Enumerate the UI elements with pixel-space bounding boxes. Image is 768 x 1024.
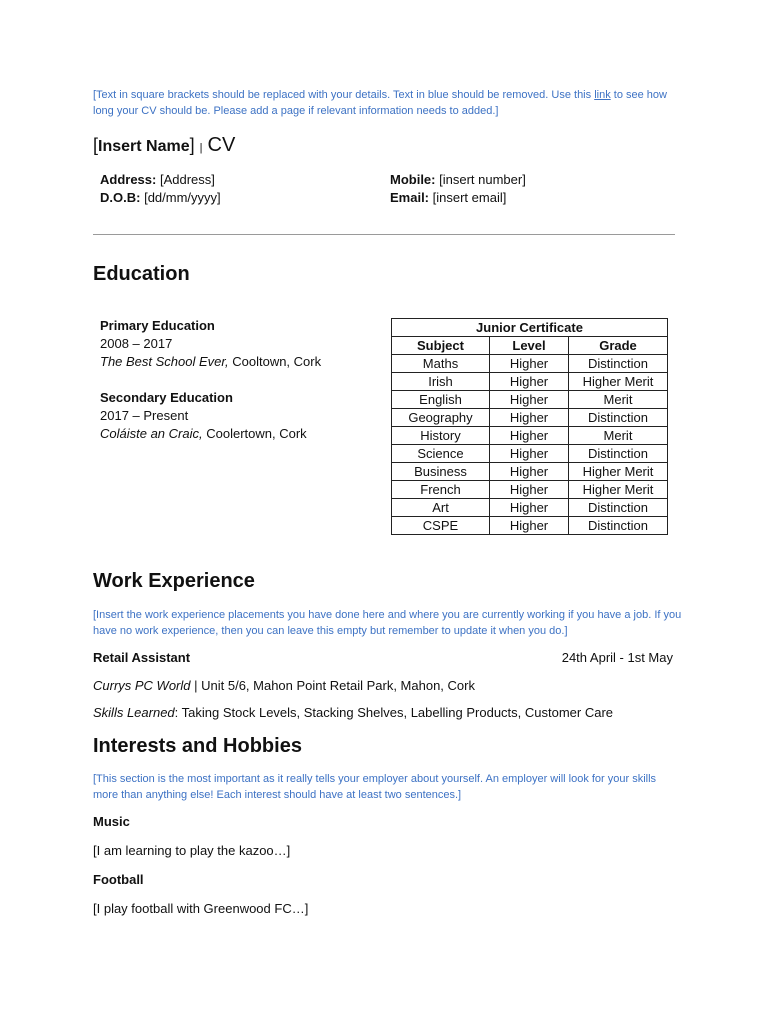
cell-grade: Higher Merit	[569, 481, 668, 499]
col-header-grade: Grade	[569, 337, 668, 355]
table-row	[392, 409, 668, 427]
secondary-title: Secondary Education	[100, 390, 233, 405]
interest-title-music: Music	[93, 814, 130, 829]
cell-level: Higher	[490, 517, 569, 535]
cell-level: Higher	[490, 373, 569, 391]
skills-label: Skills Learned	[93, 705, 175, 720]
instruction-note	[93, 87, 683, 119]
interest-title-football: Football	[93, 872, 144, 887]
secondary-school-line	[100, 425, 307, 443]
work-company: Currys PC World	[93, 678, 191, 693]
secondary-location: Coolertown, Cork	[202, 426, 307, 441]
table-row	[392, 427, 668, 445]
cell-subject: Irish	[392, 373, 490, 391]
cell-subject: Science	[392, 445, 490, 463]
cell-subject: English	[392, 391, 490, 409]
table-row	[392, 517, 668, 535]
cell-level: Higher	[490, 409, 569, 427]
cell-grade: Distinction	[569, 409, 668, 427]
candidate-name: Insert Name	[98, 138, 190, 155]
work-note: [Insert the work experience placements you have done here and where you are currently working if you have a job. If you have no work experience, then you can leave this empty but remember to update it when you do.]	[93, 609, 682, 637]
secondary-years: 2017 – Present	[100, 408, 189, 423]
cell-grade: Higher Merit	[569, 463, 668, 481]
cell-level: Higher	[490, 499, 569, 517]
interests-heading: Interests and Hobbies	[93, 735, 302, 757]
cell-subject: Geography	[392, 409, 490, 427]
address-label: Address:	[100, 172, 157, 187]
note-text-1: [Text in square brackets should be replaced with your details. Text in blue should be removed. Use this	[93, 89, 595, 101]
col-header-subject: Subject	[392, 337, 490, 355]
col-header-level: Level	[490, 337, 569, 355]
email-line	[390, 189, 526, 207]
email-label: Email:	[390, 190, 430, 205]
cell-grade: Distinction	[569, 355, 668, 373]
primary-title: Primary Education	[100, 318, 215, 333]
cell-subject: Art	[392, 499, 490, 517]
cell-subject: Business	[392, 463, 490, 481]
cell-level: Higher	[490, 463, 569, 481]
cell-subject: History	[392, 427, 490, 445]
cell-grade: Merit	[569, 391, 668, 409]
work-dates: 24th April - 1st May	[561, 650, 673, 665]
table-body	[392, 355, 668, 535]
cell-level: Higher	[490, 445, 569, 463]
primary-education	[100, 317, 321, 371]
mobile-label: Mobile:	[390, 172, 436, 187]
cell-level: Higher	[490, 427, 569, 445]
note-text-2: to see how long your CV should be. Please add a page if relevant information needs to added.]	[93, 89, 667, 117]
cell-subject: CSPE	[392, 517, 490, 535]
work-role: Retail Assistant	[93, 650, 191, 665]
skills-list: : Taking Stock Levels, Stacking Shelves, Labelling Products, Customer Care	[174, 705, 614, 720]
cv-length-link[interactable]: link	[594, 89, 611, 101]
name-open-bracket: [	[93, 135, 99, 155]
interest-text-music: [I am learning to play the kazoo…]	[93, 843, 291, 858]
table-title-row	[392, 319, 668, 337]
email-value: [insert email]	[432, 190, 507, 205]
work-company-address: | Unit 5/6, Mahon Point Retail Park, Mahon, Cork	[190, 678, 475, 693]
cell-grade: Higher Merit	[569, 373, 668, 391]
primary-location: Cooltown, Cork	[228, 354, 322, 369]
name-close-bracket: ]	[189, 135, 195, 155]
table-row	[392, 481, 668, 499]
table-row	[392, 355, 668, 373]
junior-cert-table	[391, 318, 668, 535]
work-heading: Work Experience	[93, 570, 255, 592]
cell-subject: French	[392, 481, 490, 499]
primary-school: The Best School Ever,	[100, 354, 229, 369]
secondary-education	[100, 389, 307, 443]
cell-grade: Merit	[569, 427, 668, 445]
header-divider	[93, 234, 675, 235]
primary-years: 2008 – 2017	[100, 336, 173, 351]
table-row	[392, 391, 668, 409]
cv-title	[93, 133, 235, 160]
contact-left	[100, 171, 221, 207]
dob-label: D.O.B:	[100, 190, 141, 205]
education-heading: Education	[93, 263, 190, 285]
secondary-school: Coláiste an Craic,	[100, 426, 203, 441]
title-separator: |	[199, 142, 203, 154]
cell-level: Higher	[490, 355, 569, 373]
cell-grade: Distinction	[569, 499, 668, 517]
contact-right	[390, 171, 526, 207]
mobile-value: [insert number]	[439, 172, 526, 187]
address-line	[100, 171, 221, 189]
table-row	[392, 499, 668, 517]
cell-grade: Distinction	[569, 517, 668, 535]
table-row	[392, 373, 668, 391]
cell-grade: Distinction	[569, 445, 668, 463]
table-title: Junior Certificate	[392, 319, 668, 337]
table-header-row	[392, 337, 668, 355]
interests-note: [This section is the most important as it really tells your employer about yourself. An employer will look for your skills more than anything else! Each interest should have at least two sentences.]	[93, 773, 657, 801]
address-value: [Address]	[159, 172, 215, 187]
primary-school-line	[100, 353, 321, 371]
table-row	[392, 445, 668, 463]
dob-line	[100, 189, 221, 207]
cell-level: Higher	[490, 391, 569, 409]
cell-level: Higher	[490, 481, 569, 499]
cv-label: CV	[207, 134, 236, 156]
work-skills-line	[93, 704, 613, 722]
cell-subject: Maths	[392, 355, 490, 373]
table-row	[392, 463, 668, 481]
dob-value: [dd/mm/yyyy]	[144, 190, 221, 205]
mobile-line	[390, 171, 526, 189]
work-company-line	[93, 677, 475, 695]
interest-text-football: [I play football with Greenwood FC…]	[93, 901, 309, 916]
